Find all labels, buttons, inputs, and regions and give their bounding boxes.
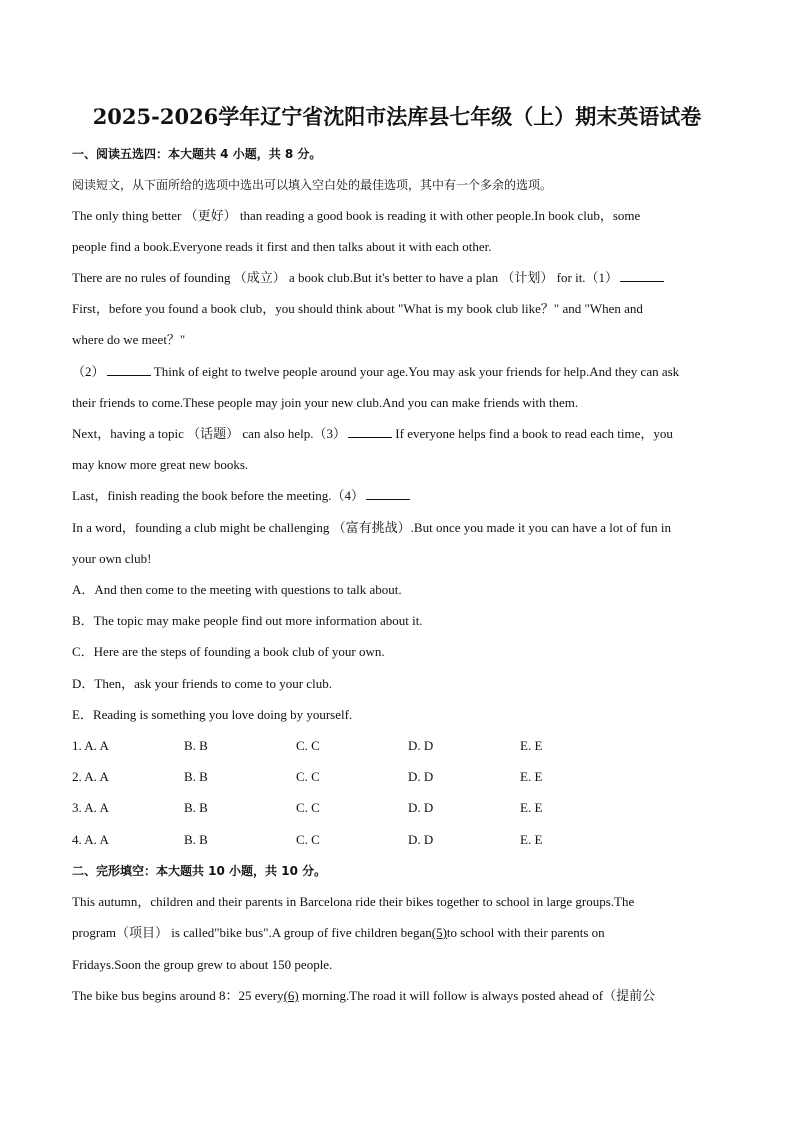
section-1-heading: 一、阅读五选四：本大题共 4 小题，共 8 分。 — [72, 147, 322, 161]
page-title: 2025-2026学年辽宁省沈阳市法库县七年级（上）期末英语试卷 — [92, 104, 702, 129]
passage-text: If everyone helps find a book to read each time，you — [392, 426, 673, 441]
choice-d[interactable]: D. D — [408, 832, 434, 847]
choice-b[interactable]: B. B — [184, 800, 208, 815]
choice-b[interactable]: B. B — [184, 769, 208, 784]
choice-e[interactable]: E. E — [520, 800, 543, 815]
passage-text: There are no rules of founding （成立） a book club.But it's better to have a plan （计划） for it.（1） — [72, 270, 619, 285]
option-c: C．Here are the steps of founding a book club of your own. — [72, 644, 385, 659]
passage-line: This autumn，children and their parents in Barcelona ride their bikes together to school in large groups.The — [72, 894, 635, 909]
choice-e[interactable]: E. E — [520, 832, 543, 847]
passage-line: The only thing better （更好） than reading a good book is reading it with other people.In book club，some — [72, 208, 641, 223]
passage-text: to school with their parents on — [446, 925, 605, 940]
passage-line: your own club! — [72, 551, 152, 566]
passage-line: First，before you found a book club，you should think about "What is my book club like？" and "When and — [72, 301, 643, 316]
passage-line — [72, 986, 732, 1006]
answer-blank-2[interactable] — [107, 363, 151, 376]
passage-line: their friends to come.These people may join your new club.And you can make friends with them. — [72, 395, 579, 410]
choice-c[interactable]: C. C — [296, 832, 320, 847]
option-e: E．Reading is something you love doing by yourself. — [72, 707, 353, 722]
passage-text: program（项目） is called"bike bus".A group of five children began — [72, 925, 432, 940]
choice-e[interactable]: E. E — [520, 769, 543, 784]
answer-blank-3[interactable] — [348, 425, 392, 438]
answer-blank-4[interactable] — [366, 487, 410, 500]
passage-line: may know more great new books. — [72, 457, 249, 472]
choice-a[interactable]: 3. A. A — [72, 800, 109, 815]
choice-b[interactable]: B. B — [184, 832, 208, 847]
choice-c[interactable]: C. C — [296, 769, 320, 784]
passage-line: In a word，founding a club might be challenging （富有挑战）.But once you made it you can have a lot of fun in — [72, 520, 671, 535]
passage-text: Last，finish reading the book before the meeting.（4） — [72, 488, 365, 503]
cloze-blank-5[interactable]: (5) — [431, 925, 447, 940]
passage-line — [72, 268, 732, 288]
section-2-heading: 二、完形填空：本大题共 10 小题，共 10 分。 — [72, 864, 327, 878]
passage-line: where do we meet？" — [72, 332, 186, 347]
option-b: B．The topic may make people find out more information about it. — [72, 613, 423, 628]
passage-line: people find a book.Everyone reads it first and then talks about it with each other. — [72, 239, 492, 254]
passage-line — [72, 923, 732, 943]
choice-d[interactable]: D. D — [408, 738, 434, 753]
passage-text: （2） — [72, 364, 105, 379]
passage-line — [72, 486, 732, 506]
choice-a[interactable]: 2. A. A — [72, 769, 109, 784]
answer-blank-1[interactable] — [620, 269, 664, 282]
option-d: D．Then，ask your friends to come to your club. — [72, 676, 332, 691]
passage-line: Fridays.Soon the group grew to about 150 people. — [72, 957, 333, 972]
cloze-blank-6[interactable]: (6) — [283, 988, 299, 1003]
choice-c[interactable]: C. C — [296, 738, 320, 753]
option-a: A．And then come to the meeting with questions to talk about. — [72, 582, 402, 597]
passage-line — [72, 424, 732, 444]
choice-a[interactable]: 4. A. A — [72, 832, 109, 847]
passage-text: morning.The road it will follow is always posted ahead of（提前公 — [298, 988, 656, 1003]
passage-line — [72, 362, 732, 382]
choice-a[interactable]: 1. A. A — [72, 738, 109, 753]
passage-text: The bike bus begins around 8：25 every — [72, 988, 284, 1003]
passage-text: Think of eight to twelve people around your age.You may ask your friends for help.And they can ask — [150, 364, 680, 379]
choice-b[interactable]: B. B — [184, 738, 208, 753]
choice-e[interactable]: E. E — [520, 738, 543, 753]
passage-text: Next，having a topic （话题） can also help.（3） — [72, 426, 347, 441]
choice-d[interactable]: D. D — [408, 769, 434, 784]
choice-d[interactable]: D. D — [408, 800, 434, 815]
section-1-instruction: 阅读短文，从下面所给的选项中选出可以填入空白处的最佳选项，其中有一个多余的选项。 — [72, 178, 553, 192]
choice-c[interactable]: C. C — [296, 800, 320, 815]
